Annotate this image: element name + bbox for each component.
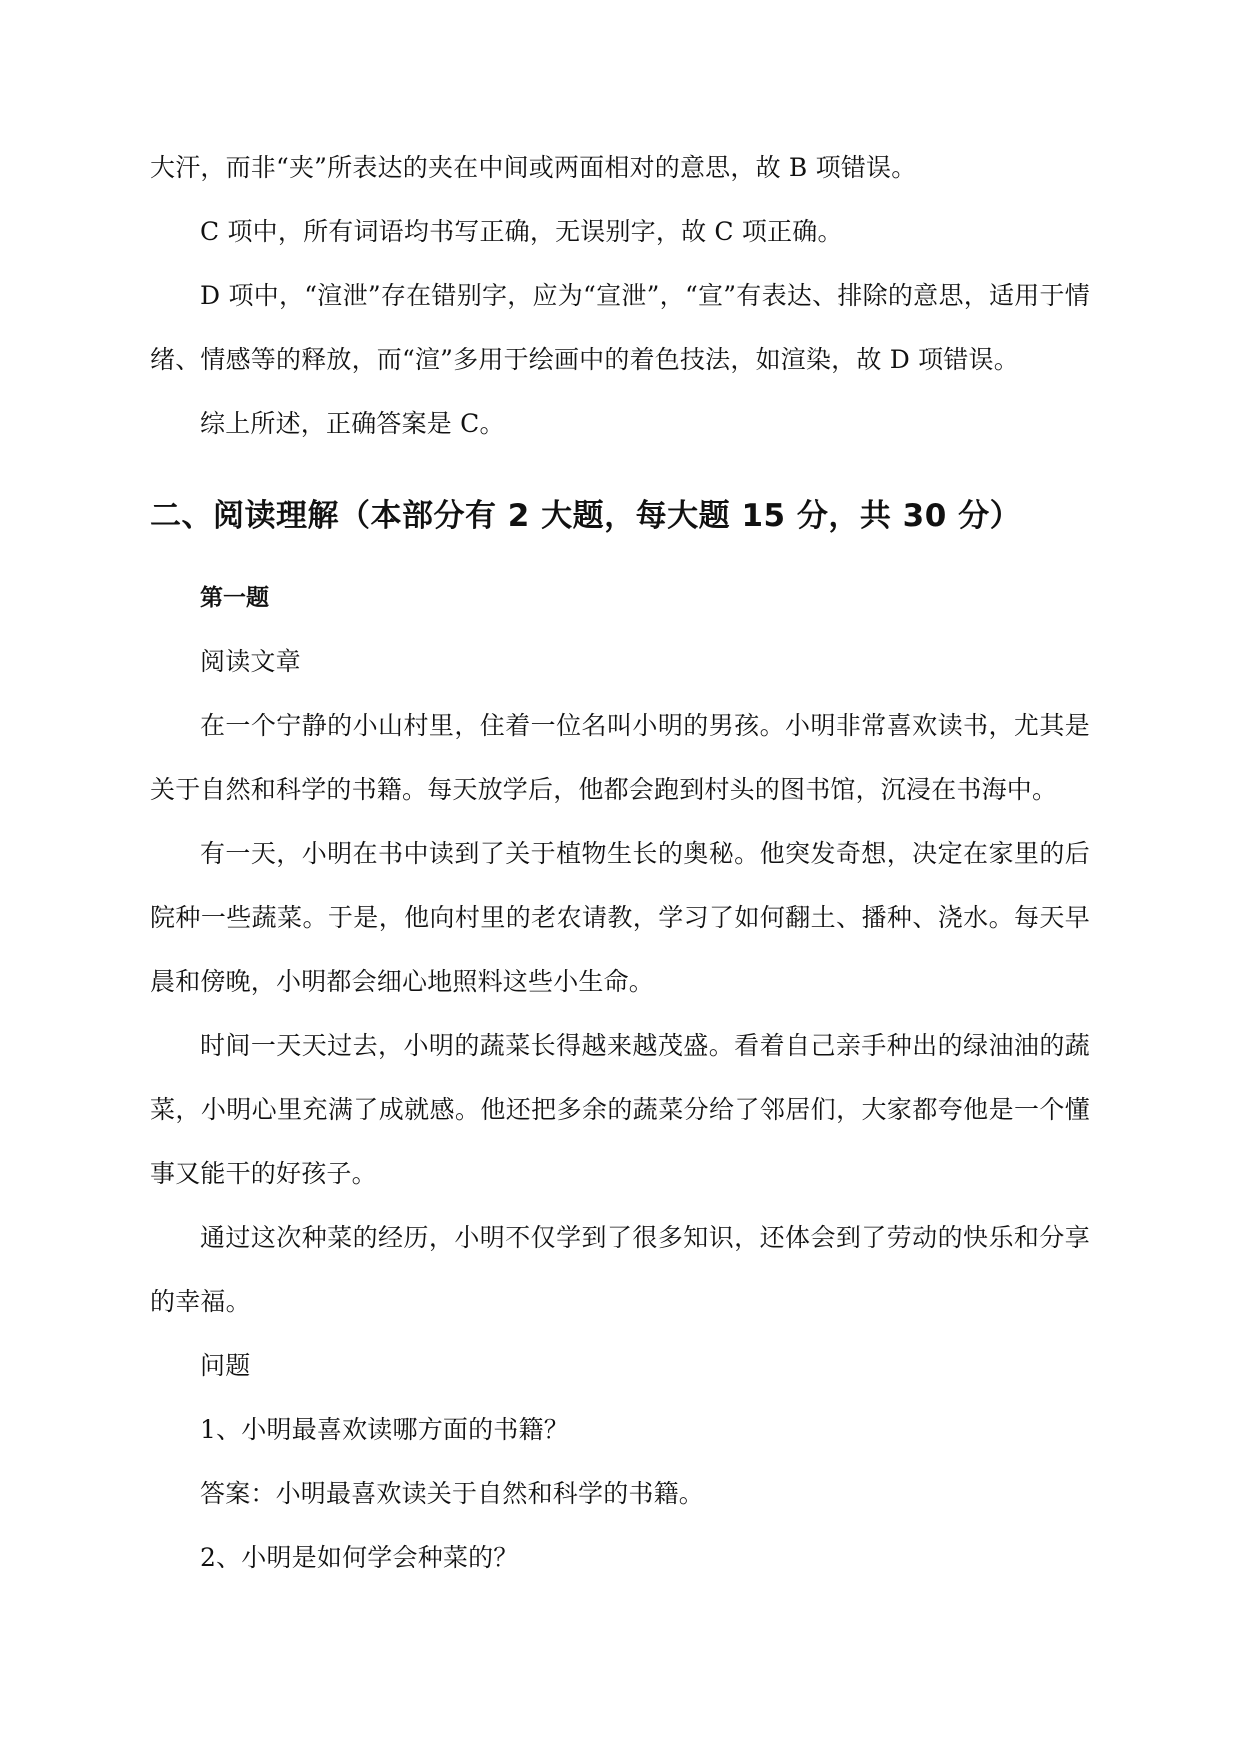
paragraph-b-explanation-end: 大汗，而非“夹”所表达的夹在中间或两面相对的意思，故 B 项错误。	[150, 153, 917, 182]
section-heading: 二、阅读理解（本部分有 2 大题，每大题 15 分，共 30 分）	[150, 498, 1022, 534]
question-1: 1、小明最喜欢读哪方面的书籍？	[200, 1415, 569, 1444]
paragraph-conclusion: 综上所述，正确答案是 C。	[200, 409, 505, 438]
document-content	[150, 136, 1090, 1590]
paragraph-d-explanation: D 项中，“渲泄”存在错别字，应为“宣泄”，“宣”有表达、排除的意思，适用于情绪、情感等的释放，而“渲”多用于绘画中的着色技法，如渲染，故 D 项错误。	[150, 281, 1090, 374]
paragraph-c-explanation: C 项中，所有词语均书写正确，无误别字，故 C 项正确。	[200, 217, 843, 246]
question-2: 2、小明是如何学会种菜的？	[200, 1543, 519, 1572]
passage-paragraph: 在一个宁静的小山村里，住着一位名叫小明的男孩。小明非常喜欢读书，尤其是关于自然和科学的书籍。每天放学后，他都会跑到村头的图书馆，沉浸在书海中。	[150, 711, 1090, 804]
passage-label: 阅读文章	[200, 647, 301, 676]
passage-paragraph: 有一天，小明在书中读到了关于植物生长的奥秘。他突发奇想，决定在家里的后院种一些蔬菜。于是，他向村里的老农请教，学习了如何翻土、播种、浇水。每天早晨和傍晚，小明都会细心地照料这些小生命。	[150, 839, 1090, 996]
passage-paragraph: 通过这次种菜的经历，小明不仅学到了很多知识，还体会到了劳动的快乐和分享的幸福。	[150, 1223, 1090, 1316]
question-title: 第一题	[200, 585, 269, 611]
answer-1: 答案：小明最喜欢读关于自然和科学的书籍。	[200, 1479, 705, 1508]
passage-paragraph: 时间一天天过去，小明的蔬菜长得越来越茂盛。看着自己亲手种出的绿油油的蔬菜，小明心里充满了成就感。他还把多余的蔬菜分给了邻居们，大家都夸他是一个懂事又能干的好孩子。	[150, 1031, 1090, 1188]
questions-label: 问题	[200, 1351, 251, 1380]
